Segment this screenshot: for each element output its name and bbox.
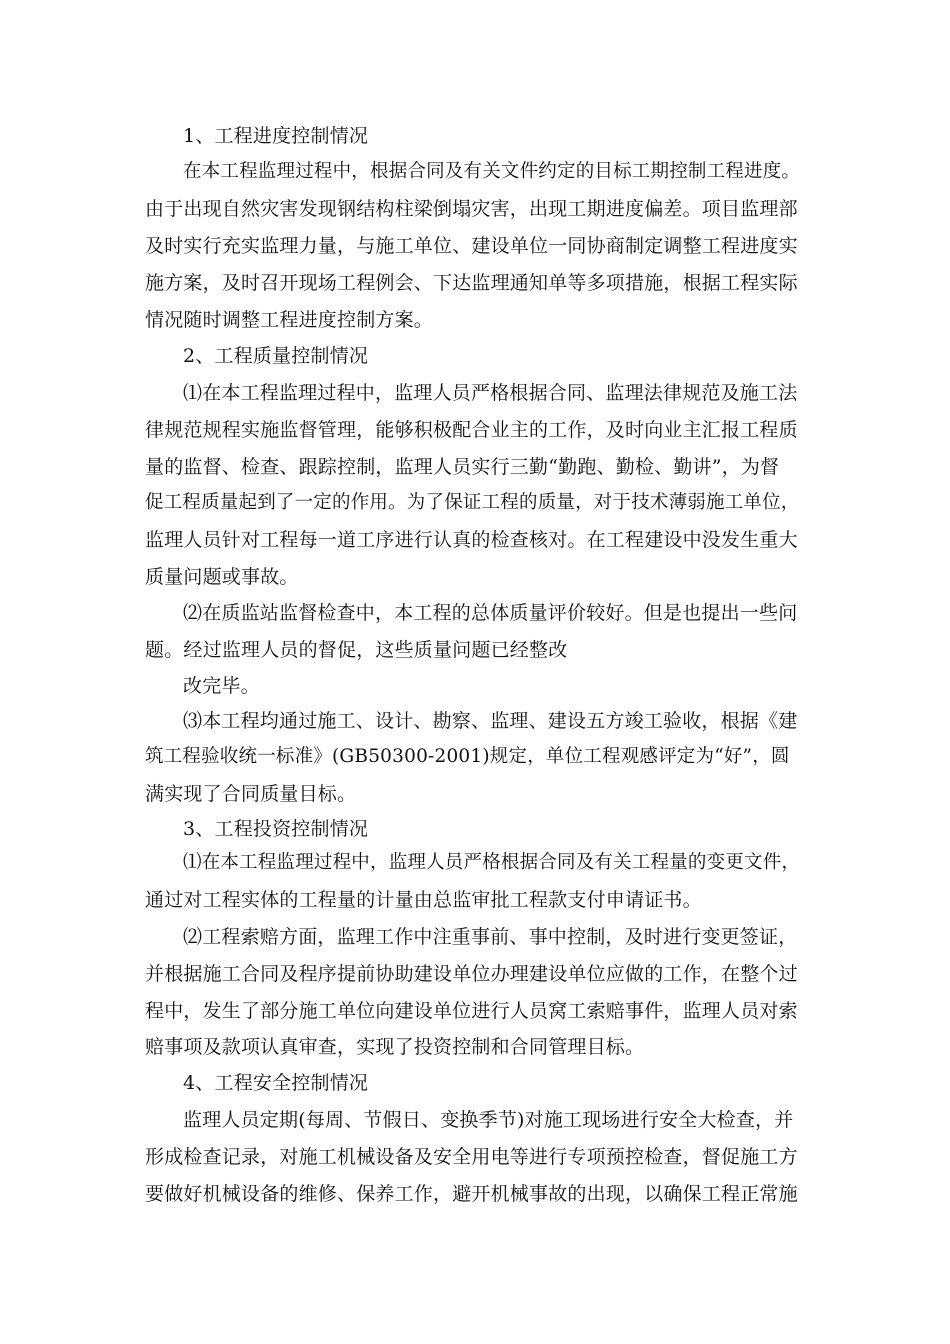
paragraph-line: 监理人员定期(每周、节假日、变换季节)对施工现场进行安全大检查，并 (183, 1109, 794, 1131)
paragraph-line: 赔事项及款项认真审查，实现了投资控制和合同管理目标。 (145, 1036, 645, 1058)
section-heading-schedule: 1、工程进度控制情况 (183, 125, 369, 147)
paragraph-line: 施方案，及时召开现场工程例会、下达监理通知单等多项措施，根据工程实际 (145, 272, 798, 294)
paragraph-line: 质量问题或事故。 (145, 566, 299, 588)
section-heading-safety: 4、工程安全控制情况 (183, 1072, 369, 1094)
paragraph-line: ⑴在本工程监理过程中，监理人员严格根据合同、监理法律规范及施工法 (183, 382, 798, 404)
section-heading-quality: 2、工程质量控制情况 (183, 345, 369, 367)
paragraph-line: ⑵工程索赔方面，监理工作中注重事前、事中控制，及时进行变更签证， (183, 926, 798, 948)
paragraph-line: ⑴在本工程监理过程中，监理人员严格根据合同及有关工程量的变更文件， (183, 852, 801, 873)
paragraph-line: ⑶本工程均通过施工、设计、勘察、监理、建设五方竣工验收，根据《建 (183, 710, 798, 732)
paragraph-line: 满实现了合同质量目标。 (145, 783, 357, 805)
section-heading-investment: 3、工程投资控制情况 (183, 818, 369, 840)
paragraph-line: 筑工程验收统一标准》(GB50300-2001)规定，单位工程观感评定为“好”，圆 (145, 746, 790, 767)
paragraph-line: 情况随时调整工程进度控制方案。 (145, 309, 434, 331)
paragraph-line: 形成检查记录，对施工机械设备及安全用电等进行专项预控检查，督促施工方 (145, 1146, 798, 1168)
paragraph-line: 并根据施工合同及程序提前协助建设单位办理建设单位应做的工作，在整个过 (145, 963, 798, 985)
paragraph-line: 及时实行充实监理力量，与施工单位、建设单位一同协商制定调整工程进度实 (145, 235, 798, 257)
paragraph-line: 量的监督、检查、跟踪控制，监理人员实行三勤“勤跑、勤检、勤讲”，为督 (145, 456, 780, 478)
paragraph-line: 监理人员针对工程每一道工序进行认真的检查核对。在工程建设中没发生重大 (145, 529, 798, 551)
paragraph-line: 在本工程监理过程中，根据合同及有关文件约定的目标工期控制工程进度。 (183, 161, 801, 182)
paragraph-line: 改完毕。 (183, 675, 260, 697)
paragraph-line: 促工程质量起到了一定的作用。为了保证工程的质量，对于技术薄弱施工单位， (145, 492, 800, 513)
paragraph-line: 程中，发生了部分施工单位向建设单位进行人员窝工索赔事件，监理人员对索 (145, 1000, 798, 1022)
paragraph-line: 律规范规程实施监督管理，能够积极配合业主的工作，及时向业主汇报工程质 (145, 419, 798, 441)
paragraph-line: 通过对工程实体的工程量的计量由总监审批工程款支付申请证书。 (145, 889, 702, 911)
paragraph-line: ⑵在质监站监督检查中，本工程的总体质量评价较好。但是也提出一些问 (183, 602, 798, 624)
paragraph-line: 要做好机械设备的维修、保养工作，避开机械事故的出现，以确保工程正常施 (145, 1183, 798, 1205)
paragraph-line: 题。经过监理人员的督促，这些质量问题已经整改 (145, 639, 568, 661)
paragraph-line: 由于出现自然灾害发现钢结构柱梁倒塌灾害，出现工期进度偏差。项目监理部 (145, 198, 798, 220)
